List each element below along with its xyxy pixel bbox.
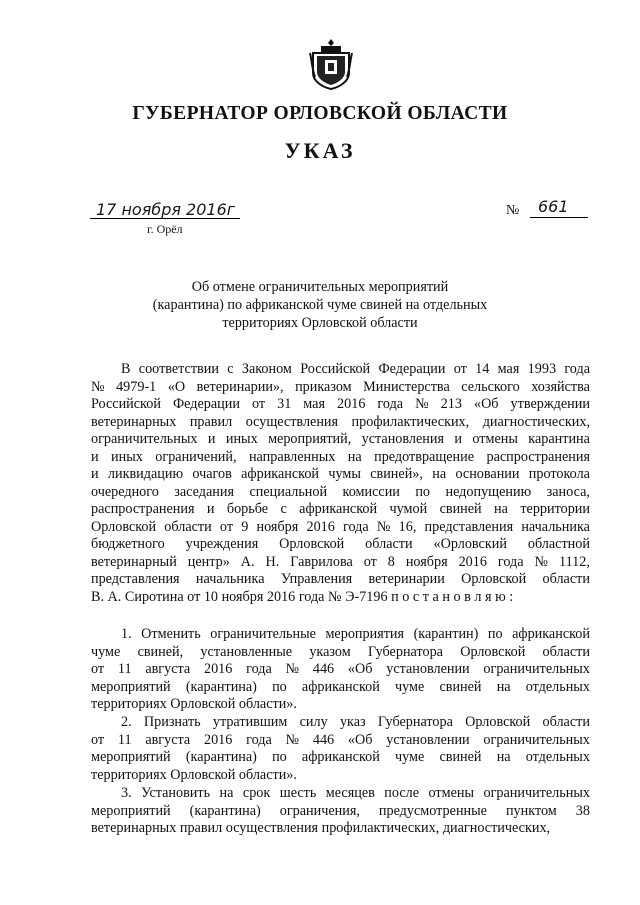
text-line: от 11 августа 2016 года № 446 «Об установлении ограничительных: [91, 661, 590, 677]
text-line: Российской Федерации от 31 мая 2016 года № 213 «Об утверждении: [91, 396, 590, 412]
text-line: № 4979-1 «О ветеринарии», приказом Министерства сельского хозяйства: [91, 378, 590, 395]
text-line: ограничительных и иных мероприятий, установления и отмены карантина: [91, 431, 590, 447]
governor-title: ГУБЕРНАТОР ОРЛОВСКОЙ ОБЛАСТИ: [132, 103, 508, 124]
text-line: Орловской области от 9 ноября 2016 года № 16, представления начальника: [91, 518, 590, 535]
item-1-paragraph: [91, 626, 590, 714]
text-line: мероприятий (карантина) ограничения, предусмотренные пунктом 38: [91, 802, 590, 819]
text-line: распространения и борьбе с африканской чумой свиней на территории: [91, 501, 590, 517]
decree-subject: [0, 278, 640, 332]
text-line: ветеринарный центр» А. Н. Гаврилова от 8 ноября 2016 года № 1112,: [91, 553, 590, 570]
text-line: и ликвидацию очагов африканской чумы свиней», на основании протокола: [91, 466, 590, 482]
text-line: 3. Установить на срок шесть месяцев после отмены ограничительных: [121, 785, 590, 801]
decree-city: г. Орёл: [147, 222, 183, 236]
item-2-paragraph: [91, 714, 590, 784]
date-underline: [90, 218, 240, 219]
text-line: мероприятий (карантина) по африканской чуме свиней на отдельных: [91, 749, 590, 765]
text-line: представления начальника Управления ветеринарии Орловской области: [91, 571, 590, 587]
text-line: В. А. Сиротина от 10 ноября 2016 года № Э-7196 п о с т а н о в л я ю :: [91, 588, 514, 605]
decree-number: 661: [538, 197, 569, 216]
text-line: от 11 августа 2016 года № 446 «Об установлении ограничительных: [91, 731, 590, 748]
decree-date: 17 ноября 2016г: [96, 200, 236, 219]
text-line: В соответствии с Законом Российской Федерации от 14 мая 1993 года: [121, 361, 590, 377]
number-label: №: [506, 203, 520, 218]
decree-type: УКАЗ: [284, 138, 356, 163]
text-line: ветеринарных правил осуществления профилактических, диагностических,: [91, 413, 590, 430]
subject-line: Об отмене ограничительных мероприятий: [191, 279, 449, 295]
text-line: ветеринарных правил осуществления профилактических, диагностических,: [91, 820, 551, 836]
text-line: мероприятий (карантина) по африканской чуме свиней на отдельных: [91, 678, 590, 695]
text-line: территориях Орловской области».: [91, 696, 297, 712]
coat-of-arms-icon: [309, 38, 353, 90]
item-3-paragraph: [91, 785, 590, 838]
text-line: бюджетного учреждения Орловской области «Орловский областной: [91, 536, 590, 552]
text-line: и иных ограничений, направленных на предотвращение распространения: [91, 448, 590, 465]
text-line: 2. Признать утратившим силу указ Губернатора Орловской области: [121, 714, 590, 730]
text-line: 1. Отменить ограничительные мероприятия (карантин) по африканской: [121, 626, 590, 642]
text-line: очередного заседания специальной комиссии по недопущению заноса,: [91, 483, 590, 500]
subject-line: территориях Орловской области: [222, 315, 418, 331]
number-underline: [530, 217, 588, 218]
subject-line: (карантина) по африканской чуме свиней на отдельных: [152, 297, 488, 313]
preamble-paragraph: [91, 361, 590, 606]
text-line: территориях Орловской области».: [91, 766, 297, 783]
text-line: чуме свиней, установленные указом Губернатора Орловской области: [91, 643, 590, 660]
